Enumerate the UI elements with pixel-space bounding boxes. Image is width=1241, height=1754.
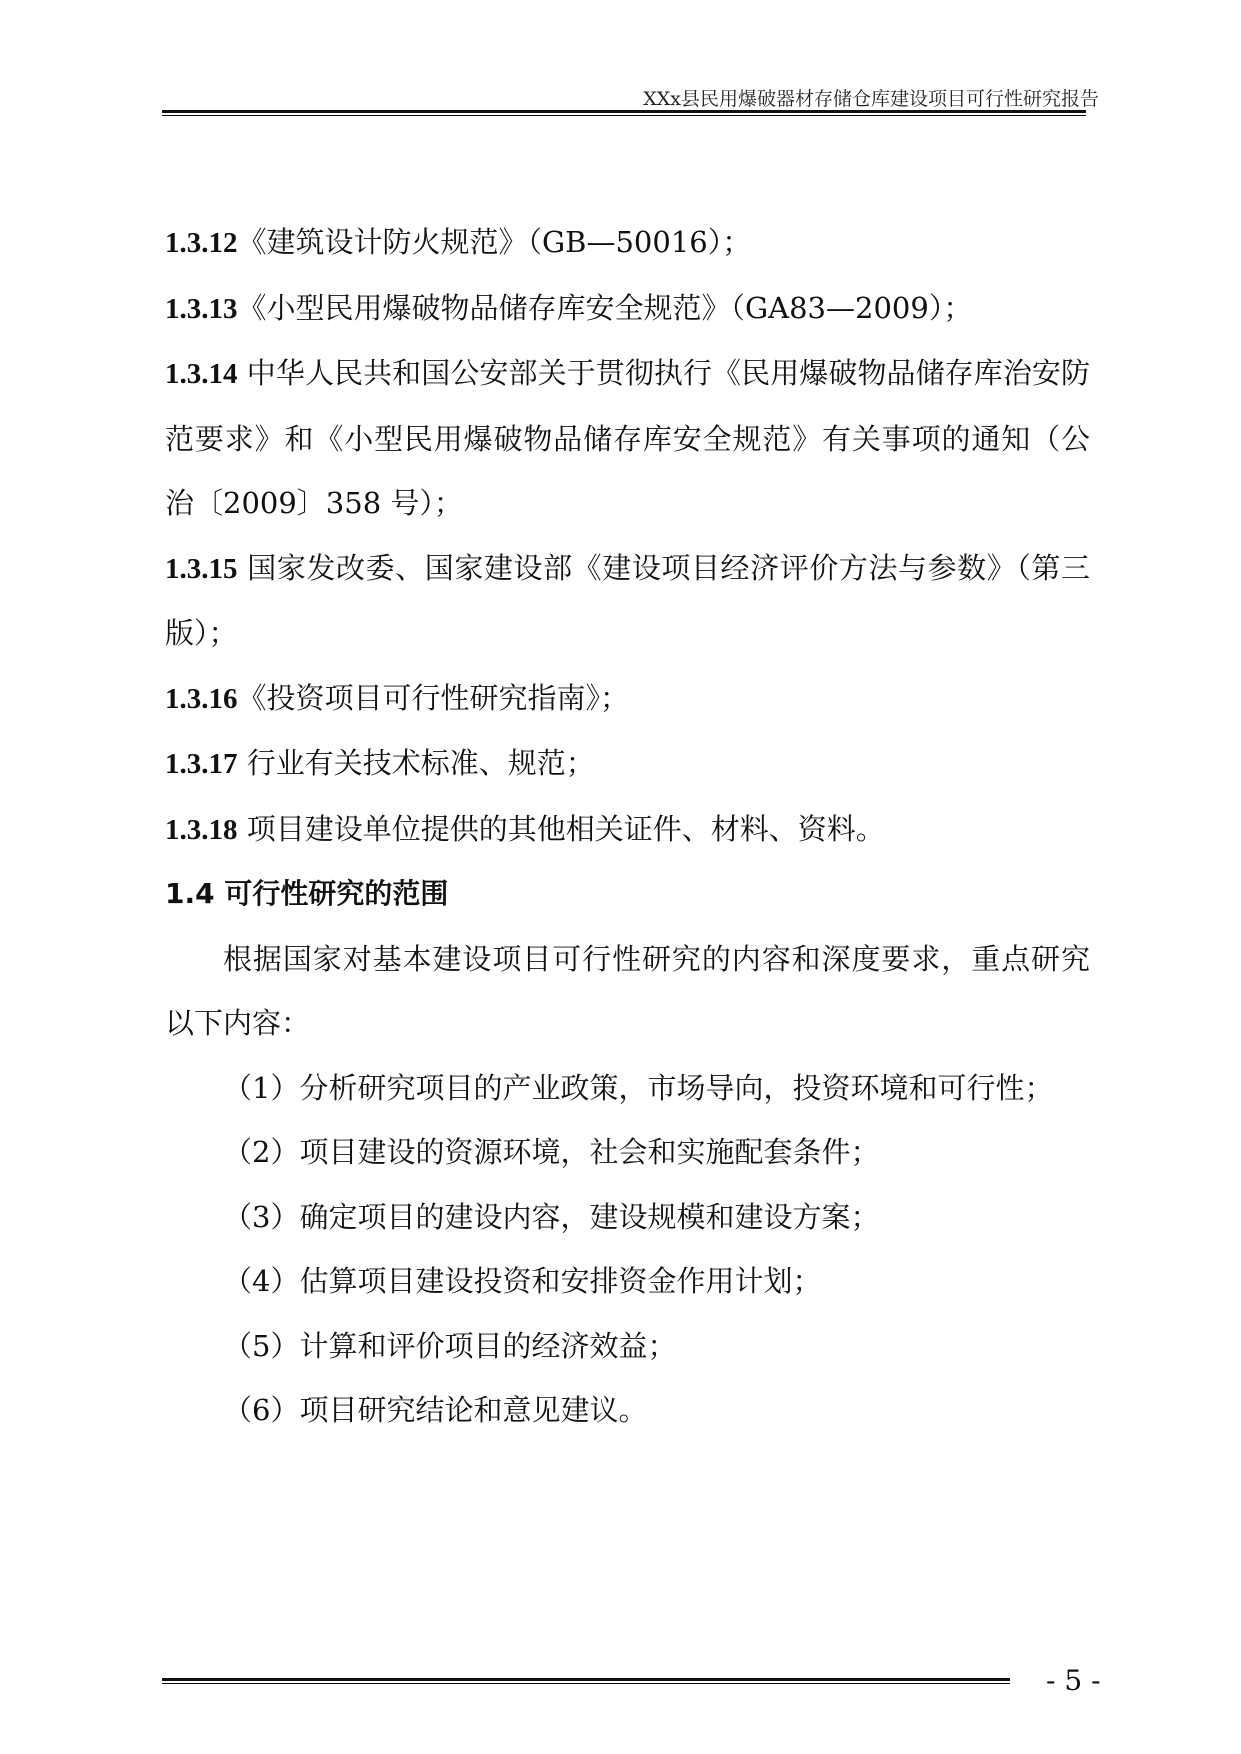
reference-item: 1.3.17 行业有关技术标准、规范；	[165, 746, 595, 780]
page-body	[165, 210, 1090, 1443]
reference-item: 1.3.18 项目建设单位提供的其他相关证件、材料、资料。	[165, 811, 885, 846]
section-heading: 1.4 可行性研究的范围	[165, 877, 449, 910]
header-rule-thin	[162, 115, 1086, 116]
reference-item: 1.3.16《投资项目可行性研究指南》；	[165, 680, 630, 715]
reference-item: 1.3.12《建筑设计防火规范》（GB—50016）；	[165, 225, 752, 259]
section-intro: 根据国家对基本建设项目可行性研究的内容和深度要求，重点研究以下内容：	[165, 941, 1090, 1040]
header-rule-thick	[162, 110, 1086, 113]
reference-item: 1.3.15 国家发改委、国家建设部《建设项目经济评价方法与参数》（第三版）；	[165, 550, 1090, 650]
scope-item: （5）计算和评价项目的经济效益；	[223, 1328, 677, 1363]
reference-item: 1.3.13《小型民用爆破物品储存库安全规范》（GA83—2009）；	[165, 290, 973, 325]
scope-item: （6）项目研究结论和意见建议。	[223, 1393, 648, 1427]
reference-item: 1.3.14 中华人民共和国公安部关于贯彻执行《民用爆破物品储存库治安防范要求》和《小型民用爆破物品储存库安全规范》有关事项的通知（公治〔2009〕358 号）；	[165, 356, 1090, 520]
scope-item: （1）分析研究项目的产业政策，市场导向，投资环境和可行性；	[223, 1070, 1054, 1105]
page-number: - 5 -	[1046, 1664, 1101, 1697]
running-header: XXx县民用爆破器材存储仓库建设项目可行性研究报告	[643, 88, 1099, 110]
scope-item: （3）确定项目的建设内容，建设规模和建设方案；	[223, 1199, 880, 1234]
scope-item: （2）项目建设的资源环境，社会和实施配套条件；	[223, 1135, 880, 1169]
footer-rule-thick	[162, 1678, 1010, 1681]
footer-rule-thin	[162, 1683, 1010, 1684]
scope-item: （4）估算项目建设投资和安排资金作用计划；	[223, 1264, 822, 1298]
